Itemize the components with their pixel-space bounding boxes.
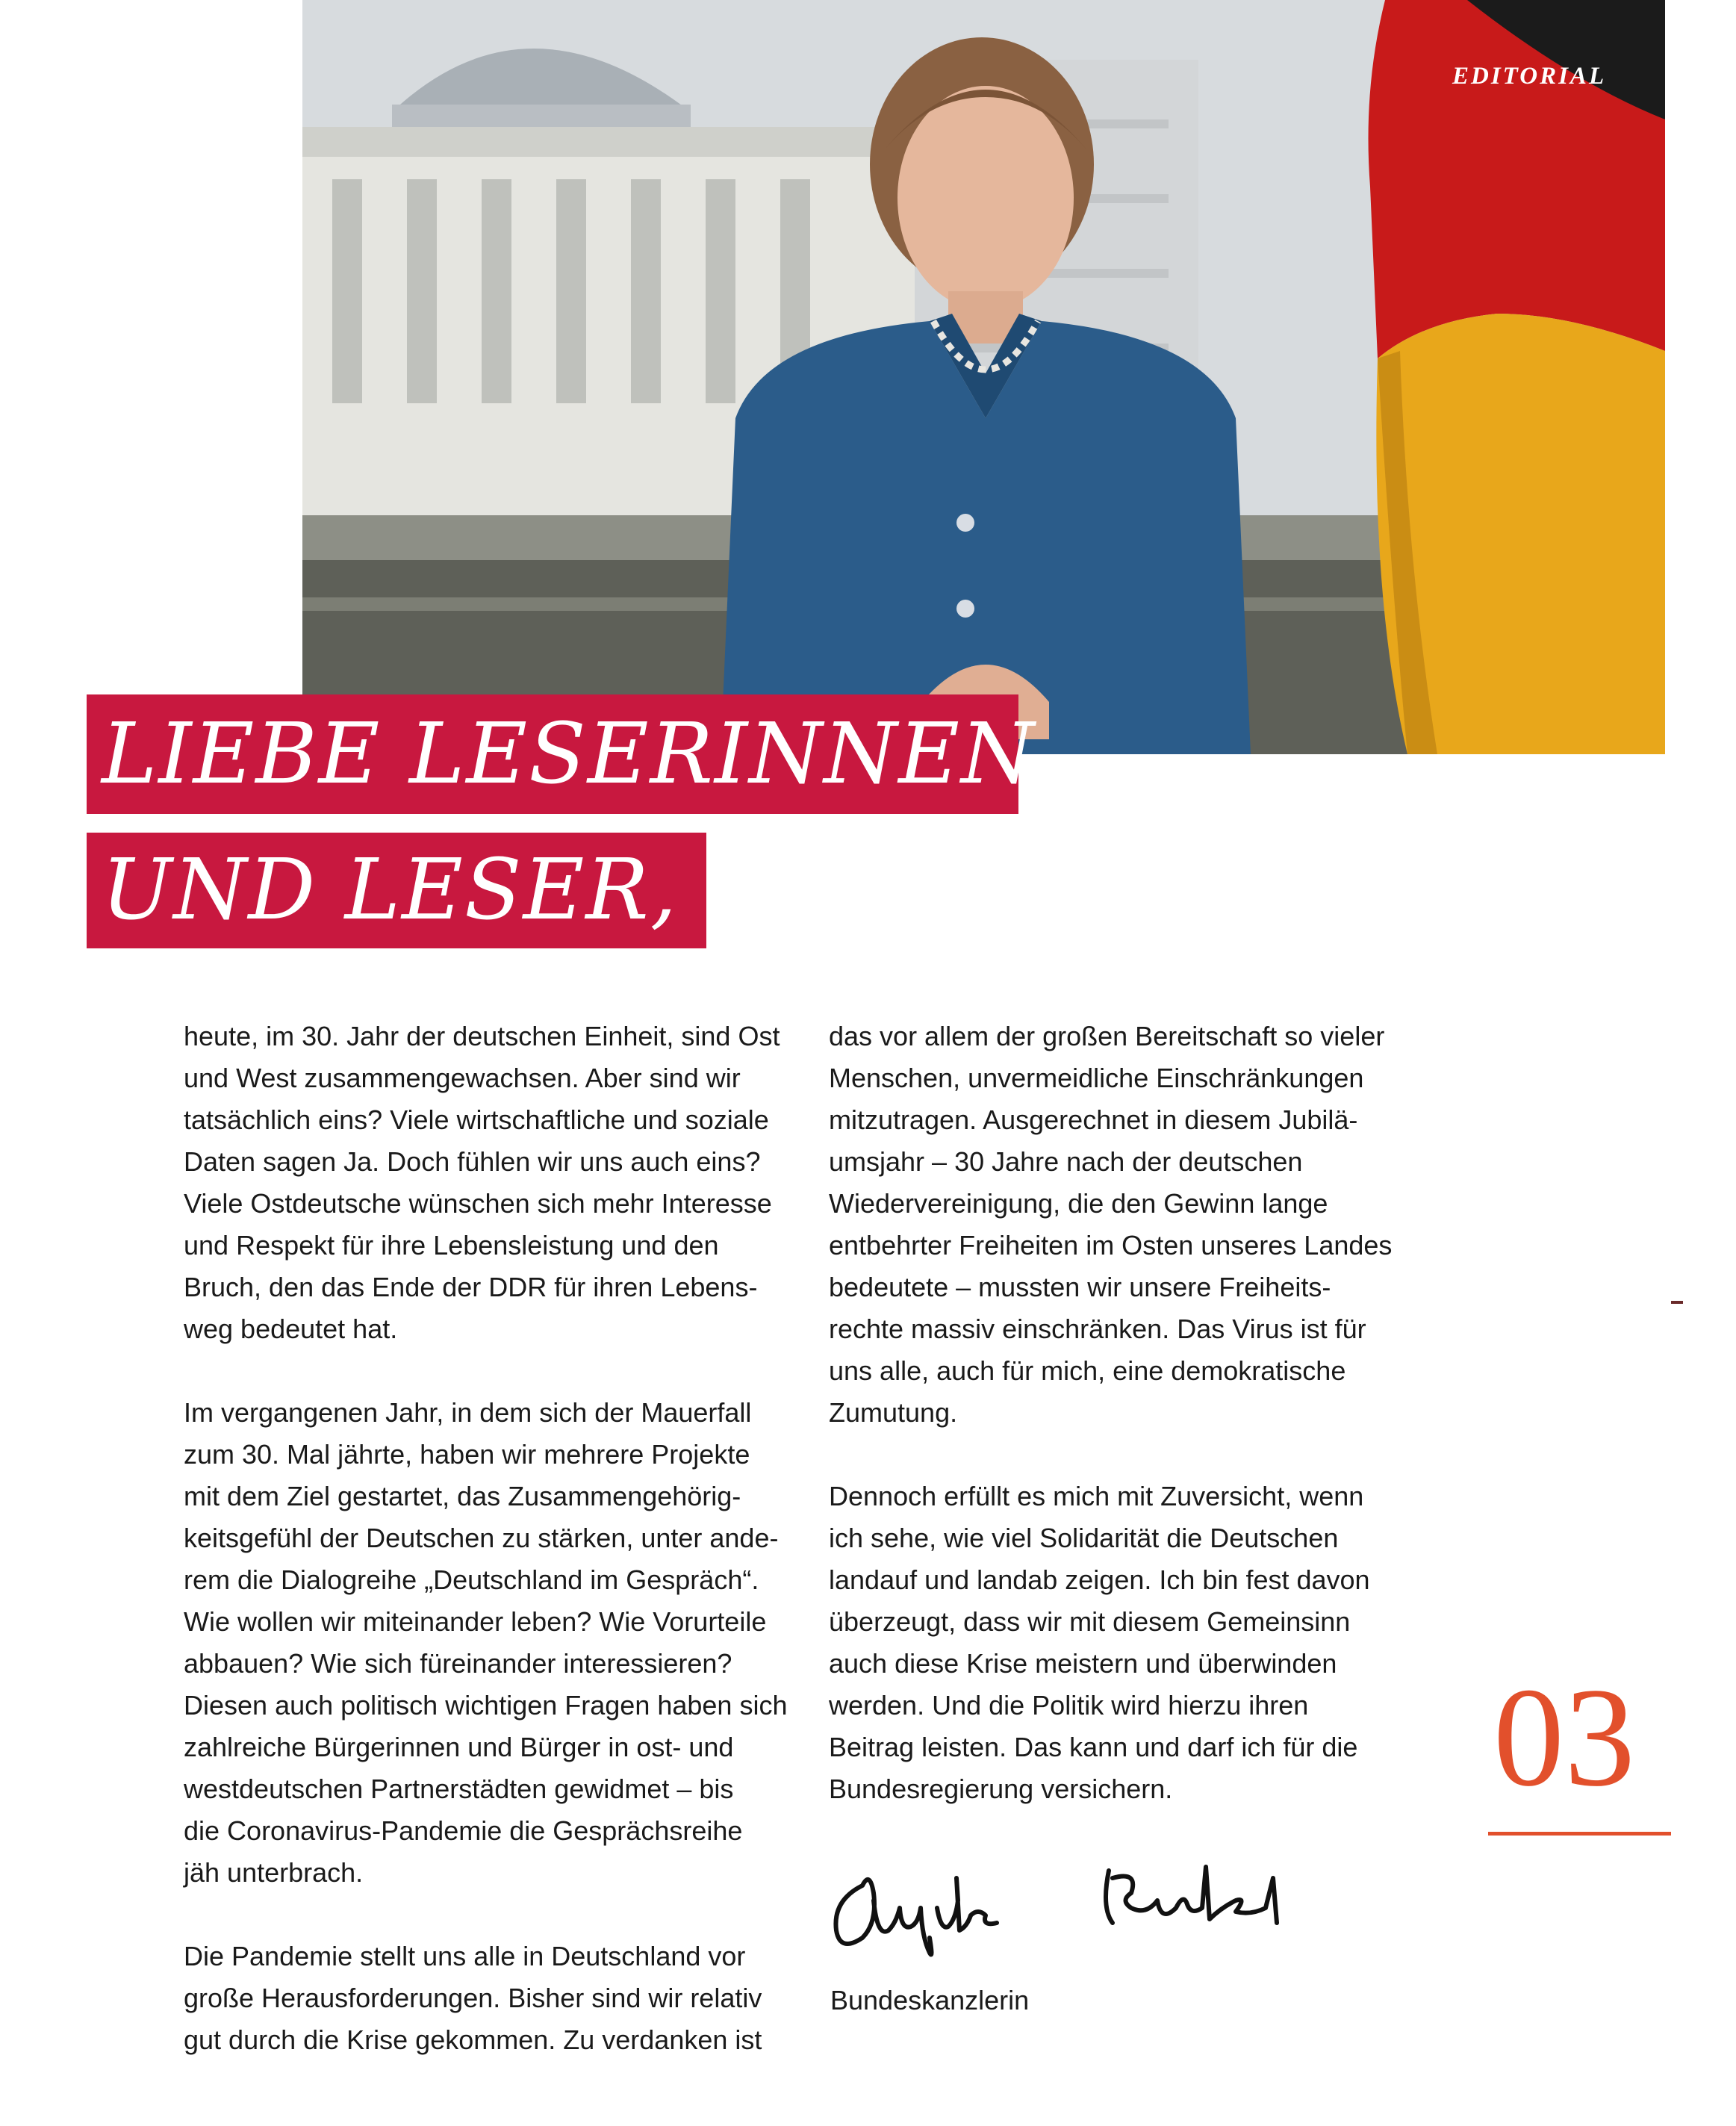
headline-line-2: UND LESER, xyxy=(87,833,706,948)
text-line: mitzutragen. Ausgerechnet in diesem Jubilä- xyxy=(829,1104,1358,1135)
text-line: Diesen auch politisch wichtigen Fragen haben sich xyxy=(184,1690,788,1721)
paragraph xyxy=(829,1476,1426,1810)
paragraph xyxy=(184,1016,780,1350)
text-line: überzeugt, dass wir mit diesem Gemeinsinn xyxy=(829,1606,1351,1637)
page-number: 03 xyxy=(1493,1659,1635,1816)
text-line: tatsächlich eins? Viele wirtschaftliche und soziale xyxy=(184,1104,769,1135)
text-line: Bruch, den das Ende der DDR für ihren Lebens- xyxy=(184,1272,758,1302)
handwritten-signature xyxy=(818,1856,1325,1960)
text-line: das vor allem der großen Bereitschaft so vieler xyxy=(829,1021,1385,1051)
headline-line-1: LIEBE LESERINNEN xyxy=(87,694,1018,814)
text-line: Zumutung. xyxy=(829,1397,958,1428)
text-line: entbehrter Freiheiten im Osten unseres Landes xyxy=(829,1230,1393,1261)
text-line: die Coronavirus-Pandemie die Gesprächsreihe xyxy=(184,1815,743,1846)
edge-mark xyxy=(1671,1301,1683,1304)
text-line: und Respekt für ihre Lebensleistung und den xyxy=(184,1230,719,1261)
paragraph xyxy=(184,1936,774,2061)
paragraph xyxy=(184,1392,788,1894)
text-line: zahlreiche Bürgerinnen und Bürger in ost- und xyxy=(184,1732,734,1762)
photo-illustration xyxy=(302,0,1665,754)
text-line: westdeutschen Partnerstädten gewidmet – bis xyxy=(184,1774,734,1804)
text-line: auch diese Krise meistern und überwinden xyxy=(829,1648,1337,1679)
text-line: rechte massiv einschränken. Das Virus ist für xyxy=(829,1314,1366,1344)
text-line: große Herausforderungen. Bisher sind wir relativ xyxy=(184,1983,762,2013)
text-line: heute, im 30. Jahr der deutschen Einheit, sind Ost xyxy=(184,1021,780,1051)
text-line: umsjahr – 30 Jahre nach der deutschen xyxy=(829,1146,1303,1177)
text-line: mit dem Ziel gestartet, das Zusammengehörig- xyxy=(184,1481,741,1511)
text-line: weg bedeutet hat. xyxy=(184,1314,398,1344)
text-line: ich sehe, wie viel Solidarität die Deutschen xyxy=(829,1523,1339,1553)
text-line: werden. Und die Politik wird hierzu ihren xyxy=(829,1690,1309,1721)
text-line: Daten sagen Ja. Doch fühlen wir uns auch eins? xyxy=(184,1146,761,1177)
text-line: gut durch die Krise gekommen. Zu verdanken ist xyxy=(184,2024,762,2055)
text-line: zum 30. Mal jährte, haben wir mehrere Projekte xyxy=(184,1439,750,1470)
section-label: EDITORIAL xyxy=(1452,63,1607,90)
text-line: und West zusammengewachsen. Aber sind wir xyxy=(184,1063,741,1093)
editorial-photo xyxy=(302,0,1665,754)
left-text-column xyxy=(184,1016,788,2103)
text-line: uns alle, auch für mich, eine demokratische xyxy=(829,1355,1346,1386)
text-line: Im vergangenen Jahr, in dem sich der Mauerfall xyxy=(184,1397,752,1428)
text-line: Dennoch erfüllt es mich mit Zuversicht, wenn xyxy=(829,1481,1364,1511)
text-line: Beitrag leisten. Das kann und darf ich für die xyxy=(829,1732,1358,1762)
text-line: rem die Dialogreihe „Deutschland im Gespräch“. xyxy=(184,1564,759,1595)
text-line: landauf und landab zeigen. Ich bin fest davon xyxy=(829,1564,1370,1595)
text-line: Menschen, unvermeidliche Einschränkungen xyxy=(829,1063,1364,1093)
text-line: bedeutete – mussten wir unsere Freiheits- xyxy=(829,1272,1331,1302)
page-number-rule xyxy=(1488,1832,1671,1836)
text-line: abbauen? Wie sich füreinander interessieren? xyxy=(184,1648,732,1679)
text-line: Bundesregierung versichern. xyxy=(829,1774,1173,1804)
right-text-column xyxy=(829,1016,1426,1852)
text-line: Viele Ostdeutsche wünschen sich mehr Interesse xyxy=(184,1188,772,1219)
text-line: Wie wollen wir miteinander leben? Wie Vorurteile xyxy=(184,1606,767,1637)
text-line: Wiedervereinigung, die den Gewinn lange xyxy=(829,1188,1328,1219)
text-line: Die Pandemie stellt uns alle in Deutschland vor xyxy=(184,1941,746,1971)
text-line: jäh unterbrach. xyxy=(184,1857,364,1888)
signature-title: Bundeskanzlerin xyxy=(830,1985,1030,2015)
paragraph xyxy=(829,1016,1426,1434)
text-line: keitsgefühl der Deutschen zu stärken, unter ande- xyxy=(184,1523,779,1553)
